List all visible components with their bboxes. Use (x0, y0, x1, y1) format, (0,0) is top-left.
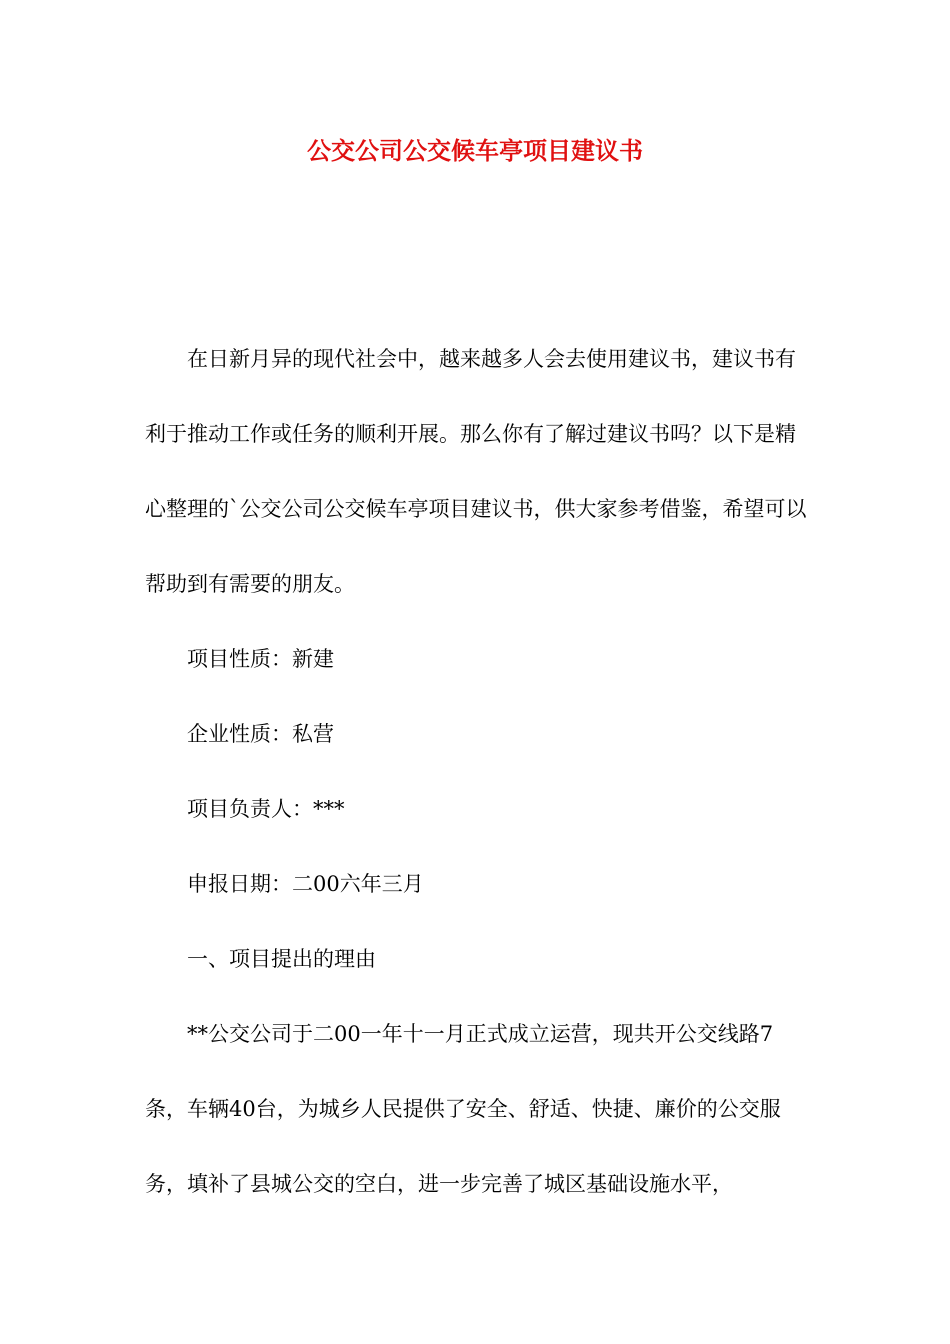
project-nature-line: 项目性质：新建 (187, 647, 334, 671)
section-heading-reasons: 一、项目提出的理由 (187, 947, 376, 971)
reasons-paragraph: **公交公司于二00一年十一月正式成立运营，现共开公交线路7条，车辆40台，为城乡人民提供了安全、舒适、快捷、廉价的公交服务，填补了县城公交的空白，进一步完善了城区基础设施水平， (145, 1022, 781, 1196)
enterprise-nature-line: 企业性质：私营 (187, 722, 334, 746)
project-leader-line: 项目负责人：*** (187, 797, 345, 821)
document-body (145, 322, 810, 1222)
application-date-line: 申报日期：二00六年三月 (187, 872, 424, 896)
document-title: 公交公司公交候车亭项目建议书 (307, 136, 643, 165)
intro-paragraph: 在日新月异的现代社会中，越来越多人会去使用建议书，建议书有利于推动工作或任务的顺利开展。那么你有了解过建议书吗？以下是精心整理的`公交公司公交候车亭项目建议书，供大家参考借鉴，希望可以帮助到有需要的朋友。 (145, 347, 807, 596)
